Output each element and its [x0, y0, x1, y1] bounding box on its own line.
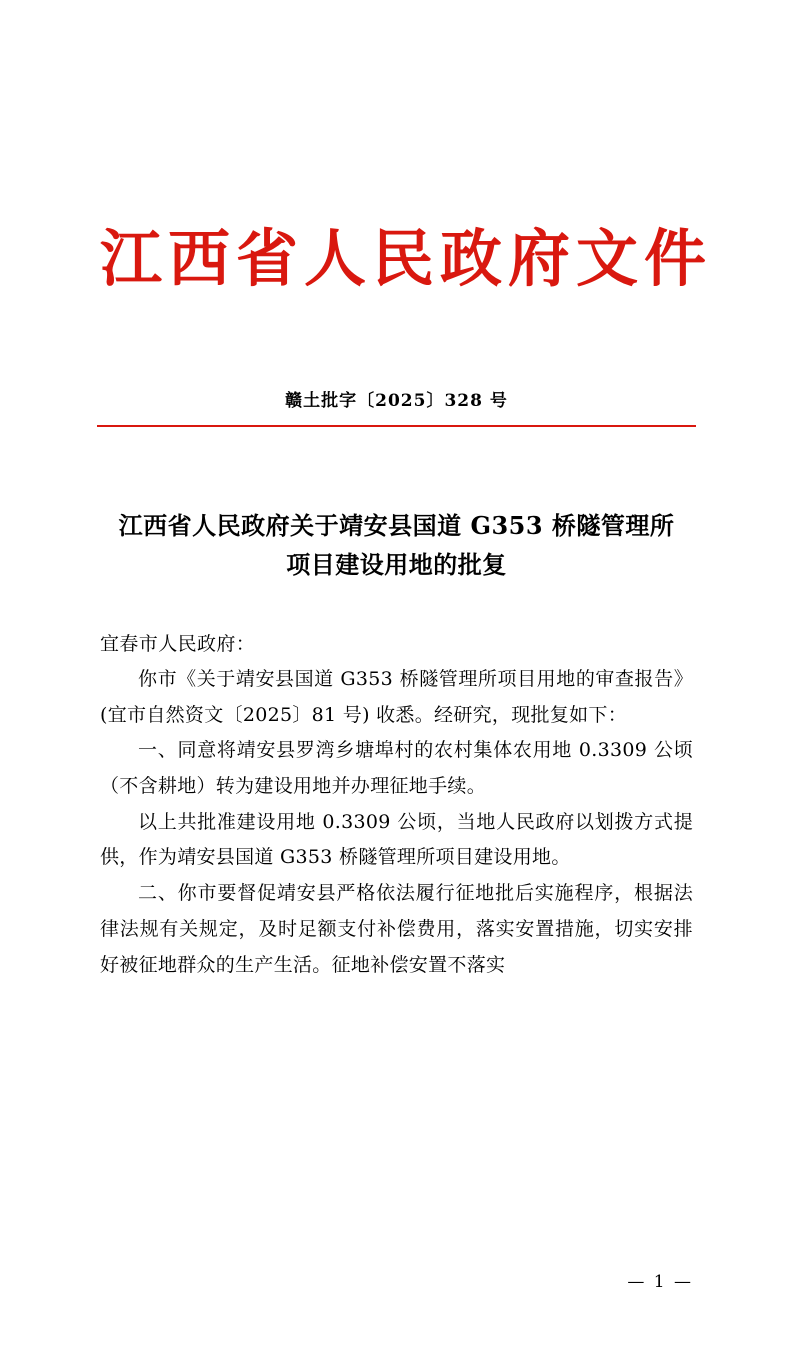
document-paragraph: 二、你市要督促靖安县严格依法履行征地批后实施程序，根据法律法规有关规定，及时足额支付补偿费用，落实安置措施，切实安排好被征地群众的生产生活。征地补偿安置不落实	[100, 882, 693, 976]
page-number: — 1 —	[627, 1272, 693, 1292]
document-page	[0, 222, 793, 1350]
document-paragraph: 你市《关于靖安县国道 G353 桥隧管理所项目用地的审查报告》(宜市自然资文〔2025〕81 号) 收悉。经研究，现批复如下：	[100, 667, 693, 726]
document-salutation: 宜春市人民政府：	[100, 632, 256, 655]
document-number: 赣土批字〔2025〕328 号	[285, 391, 508, 411]
red-divider-rule	[97, 425, 696, 427]
document-paragraph: 以上共批准建设用地 0.3309 公顷，当地人民政府以划拨方式提供，作为靖安县国道 G353 桥隧管理所项目建设用地。	[100, 810, 693, 869]
document-title: 江西省人民政府关于靖安县国道 G353 桥隧管理所项目建设用地的批复	[118, 511, 675, 579]
document-paragraph: 一、同意将靖安县罗湾乡塘埠村的农村集体农用地 0.3309 公顷（不含耕地）转为建设用地并办理征地手续。	[100, 739, 693, 798]
document-masthead: 江西省人民政府文件	[100, 222, 713, 295]
